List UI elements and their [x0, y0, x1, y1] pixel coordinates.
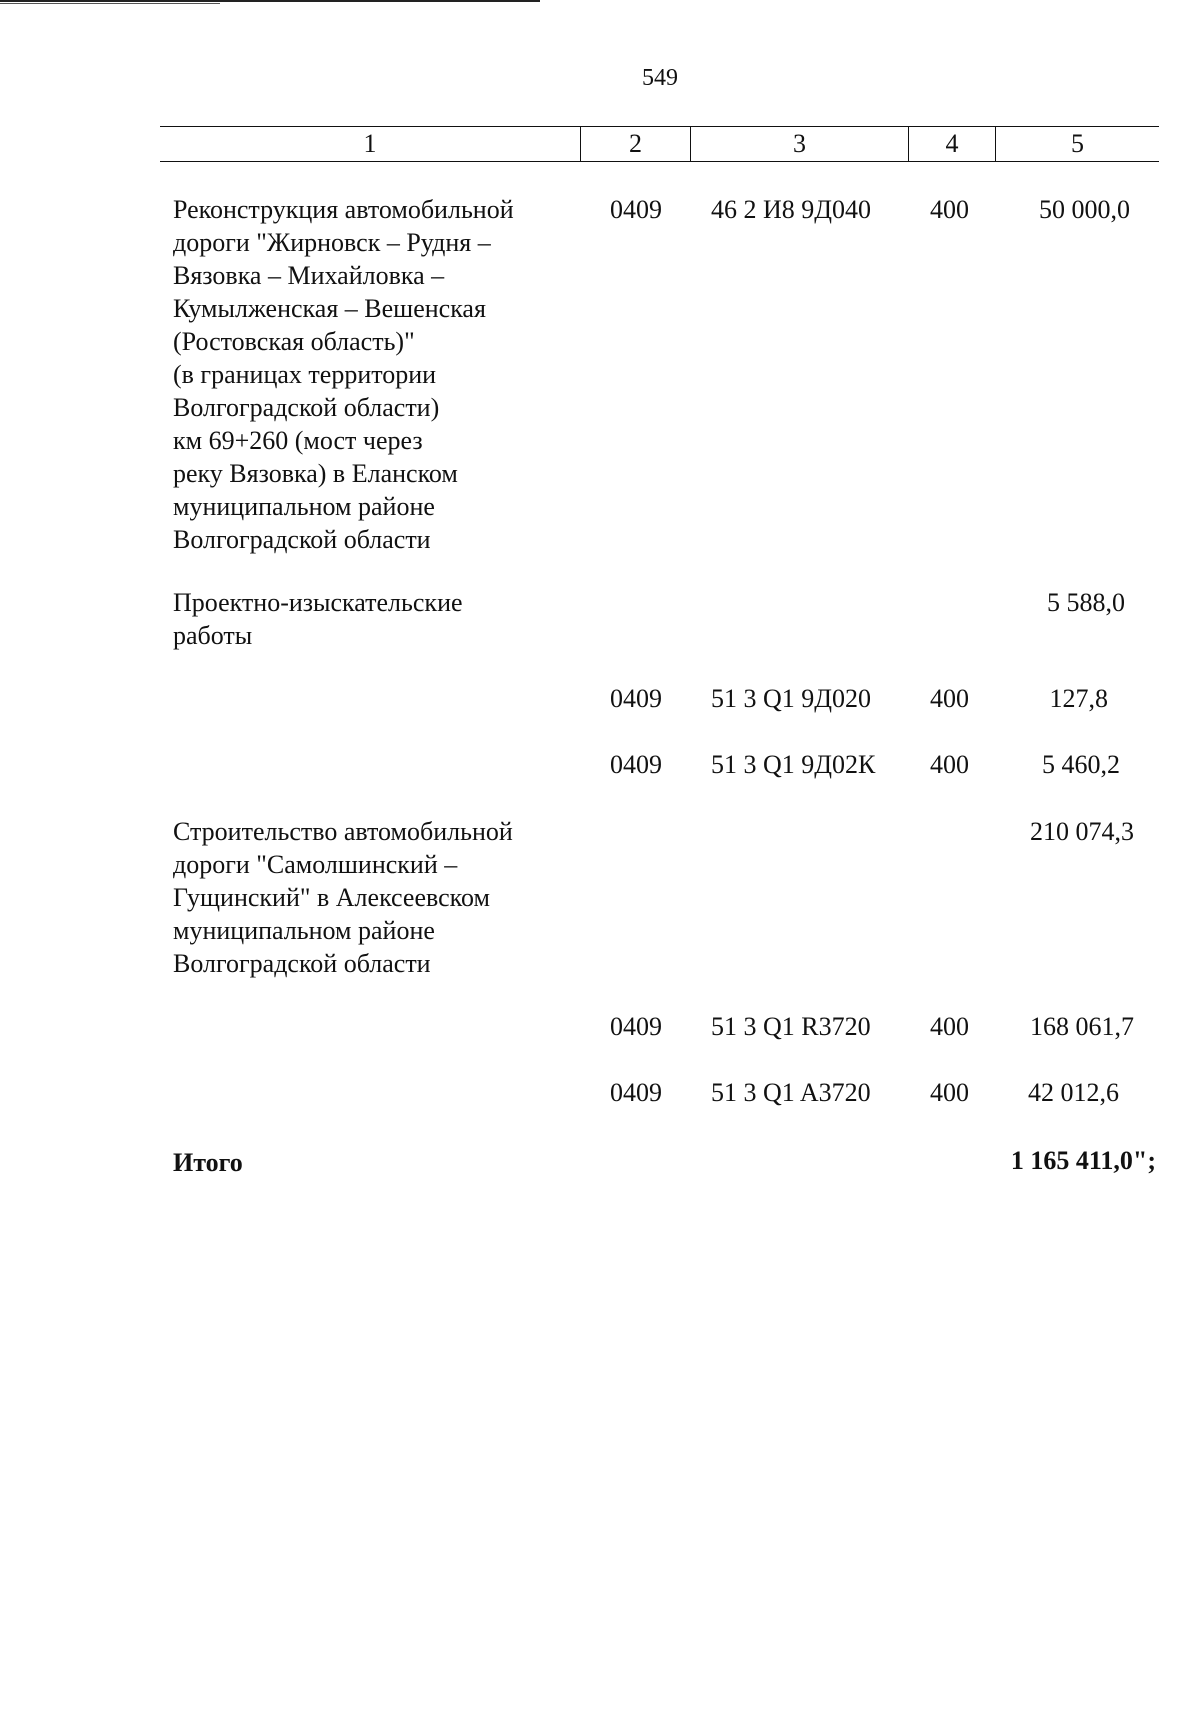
row-target-article: 51 3 Q1 9Д020	[711, 684, 872, 713]
row-description-line: муниципальном районе	[173, 916, 435, 945]
row-description-line: Вязовка – Михайловка –	[173, 261, 445, 290]
row-amount: 5 588,0	[1047, 588, 1125, 617]
total-label: Итого	[173, 1148, 243, 1177]
scan-edge-line	[0, 0, 540, 2]
row-amount: 42 012,6	[1028, 1078, 1119, 1107]
table-header	[160, 126, 1159, 162]
row-target-article: 46 2 И8 9Д040	[711, 195, 872, 224]
row-section-code: 0409	[610, 750, 662, 779]
row-description-line: (Ростовская область)"	[173, 327, 415, 356]
row-description-line: Волгоградской области	[173, 525, 431, 554]
row-expense-type: 400	[930, 1078, 969, 1107]
header-col-4: 4	[908, 127, 995, 161]
header-col-1: 1	[363, 129, 377, 158]
row-description-line: муниципальном районе	[173, 492, 435, 521]
header-col-3: 3	[690, 127, 908, 161]
row-section-code: 0409	[610, 1078, 662, 1107]
row-description-line: Строительство автомобильной	[173, 817, 513, 846]
row-description-line: дороги "Самолшинский –	[173, 850, 458, 879]
header-col-5: 5	[995, 127, 1159, 161]
row-description-line: Проектно-изыскательские	[173, 588, 463, 617]
row-description-line: Волгоградской области	[173, 949, 431, 978]
row-description-line: Волгоградской области)	[173, 393, 440, 422]
row-description-line: реку Вязовка) в Еланском	[173, 459, 458, 488]
page-number: 549	[642, 65, 678, 91]
row-description-line: дороги "Жирновск – Рудня –	[173, 228, 491, 257]
row-amount: 210 074,3	[1030, 817, 1134, 846]
row-target-article: 51 3 Q1 R3720	[711, 1012, 871, 1041]
row-description-line: Гущинский" в Алексеевском	[173, 883, 490, 912]
row-description-line: Реконструкция автомобильной	[173, 195, 514, 224]
row-description-line: Кумылженская – Вешенская	[173, 294, 486, 323]
row-description-line: (в границах территории	[173, 360, 437, 389]
row-section-code: 0409	[610, 684, 662, 713]
row-description-line: работы	[173, 621, 253, 650]
row-amount: 168 061,7	[1030, 1012, 1134, 1041]
row-target-article: 51 3 Q1 A3720	[711, 1078, 871, 1107]
row-expense-type: 400	[930, 750, 969, 779]
row-expense-type: 400	[930, 1012, 969, 1041]
row-description-line: км 69+260 (мост через	[173, 426, 423, 455]
scan-edge-line-secondary	[0, 3, 220, 4]
row-amount: 50 000,0	[1039, 195, 1130, 224]
row-target-article: 51 3 Q1 9Д02К	[711, 750, 876, 779]
header-col-2: 2	[580, 127, 690, 161]
row-expense-type: 400	[930, 684, 969, 713]
row-amount: 127,8	[1049, 684, 1108, 713]
total-amount: 1 165 411,0";	[1010, 1146, 1156, 1175]
row-section-code: 0409	[610, 195, 662, 224]
row-expense-type: 400	[930, 195, 969, 224]
row-section-code: 0409	[610, 1012, 662, 1041]
row-amount: 5 460,2	[1042, 750, 1120, 779]
